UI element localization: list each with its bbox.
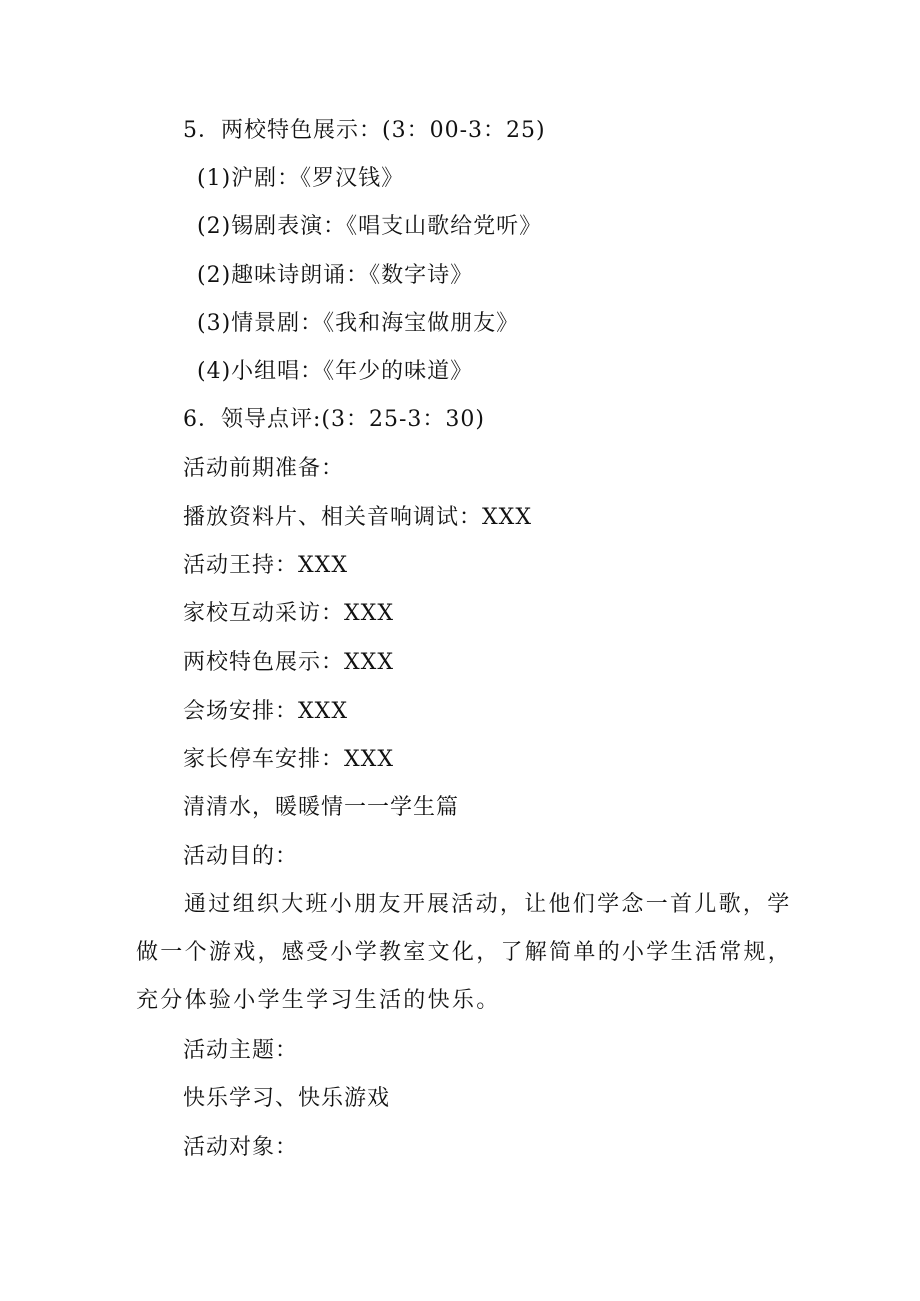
program-item-2: (2)锡剧表演：《唱支山歌给党听》 (197, 214, 543, 239)
preparation-item-interview: 家校互动采访：XXX (183, 601, 394, 626)
program-item-3: (2)趣味诗朗诵：《数字诗》 (197, 263, 474, 288)
audience-heading: 活动对象： (183, 1135, 299, 1160)
student-section-title: 清清水，暖暖情一一学生篇 (183, 795, 460, 820)
purpose-heading: 活动目的： (183, 844, 299, 869)
preparation-item-parking: 家长停车安排：XXX (183, 747, 394, 772)
program-item-4: (3)情景剧：《我和海宝做朋友》 (197, 311, 520, 336)
section-5-heading: 5．两校特色展示：(3：00-3：25) (183, 118, 546, 143)
theme-heading: 活动主题： (183, 1038, 299, 1063)
preparation-heading: 活动前期准备： (183, 456, 345, 481)
preparation-item-host: 活动王持：XXX (183, 553, 348, 578)
section-6-heading: 6．领导点评:(3：25-3：30) (183, 407, 485, 432)
preparation-item-showcase: 两校特色展示：XXX (183, 650, 394, 675)
theme-text: 快乐学习、快乐游戏 (183, 1086, 391, 1111)
purpose-paragraph: 通过组织大班小朋友开展活动，让他们学念一首儿歌，学做一个游戏，感受小学教室文化，了解简单的小学生活常规，充分体验小学生学习生活的快乐。 (136, 892, 793, 1013)
program-item-5: (4)小组唱：《年少的味道》 (197, 359, 474, 384)
preparation-item-venue: 会场安排：XXX (183, 699, 348, 724)
program-item-1: (1)沪剧：《罗汉钱》 (197, 166, 405, 191)
preparation-item-media: 播放资料片、相关音响调试：XXX (183, 505, 532, 530)
